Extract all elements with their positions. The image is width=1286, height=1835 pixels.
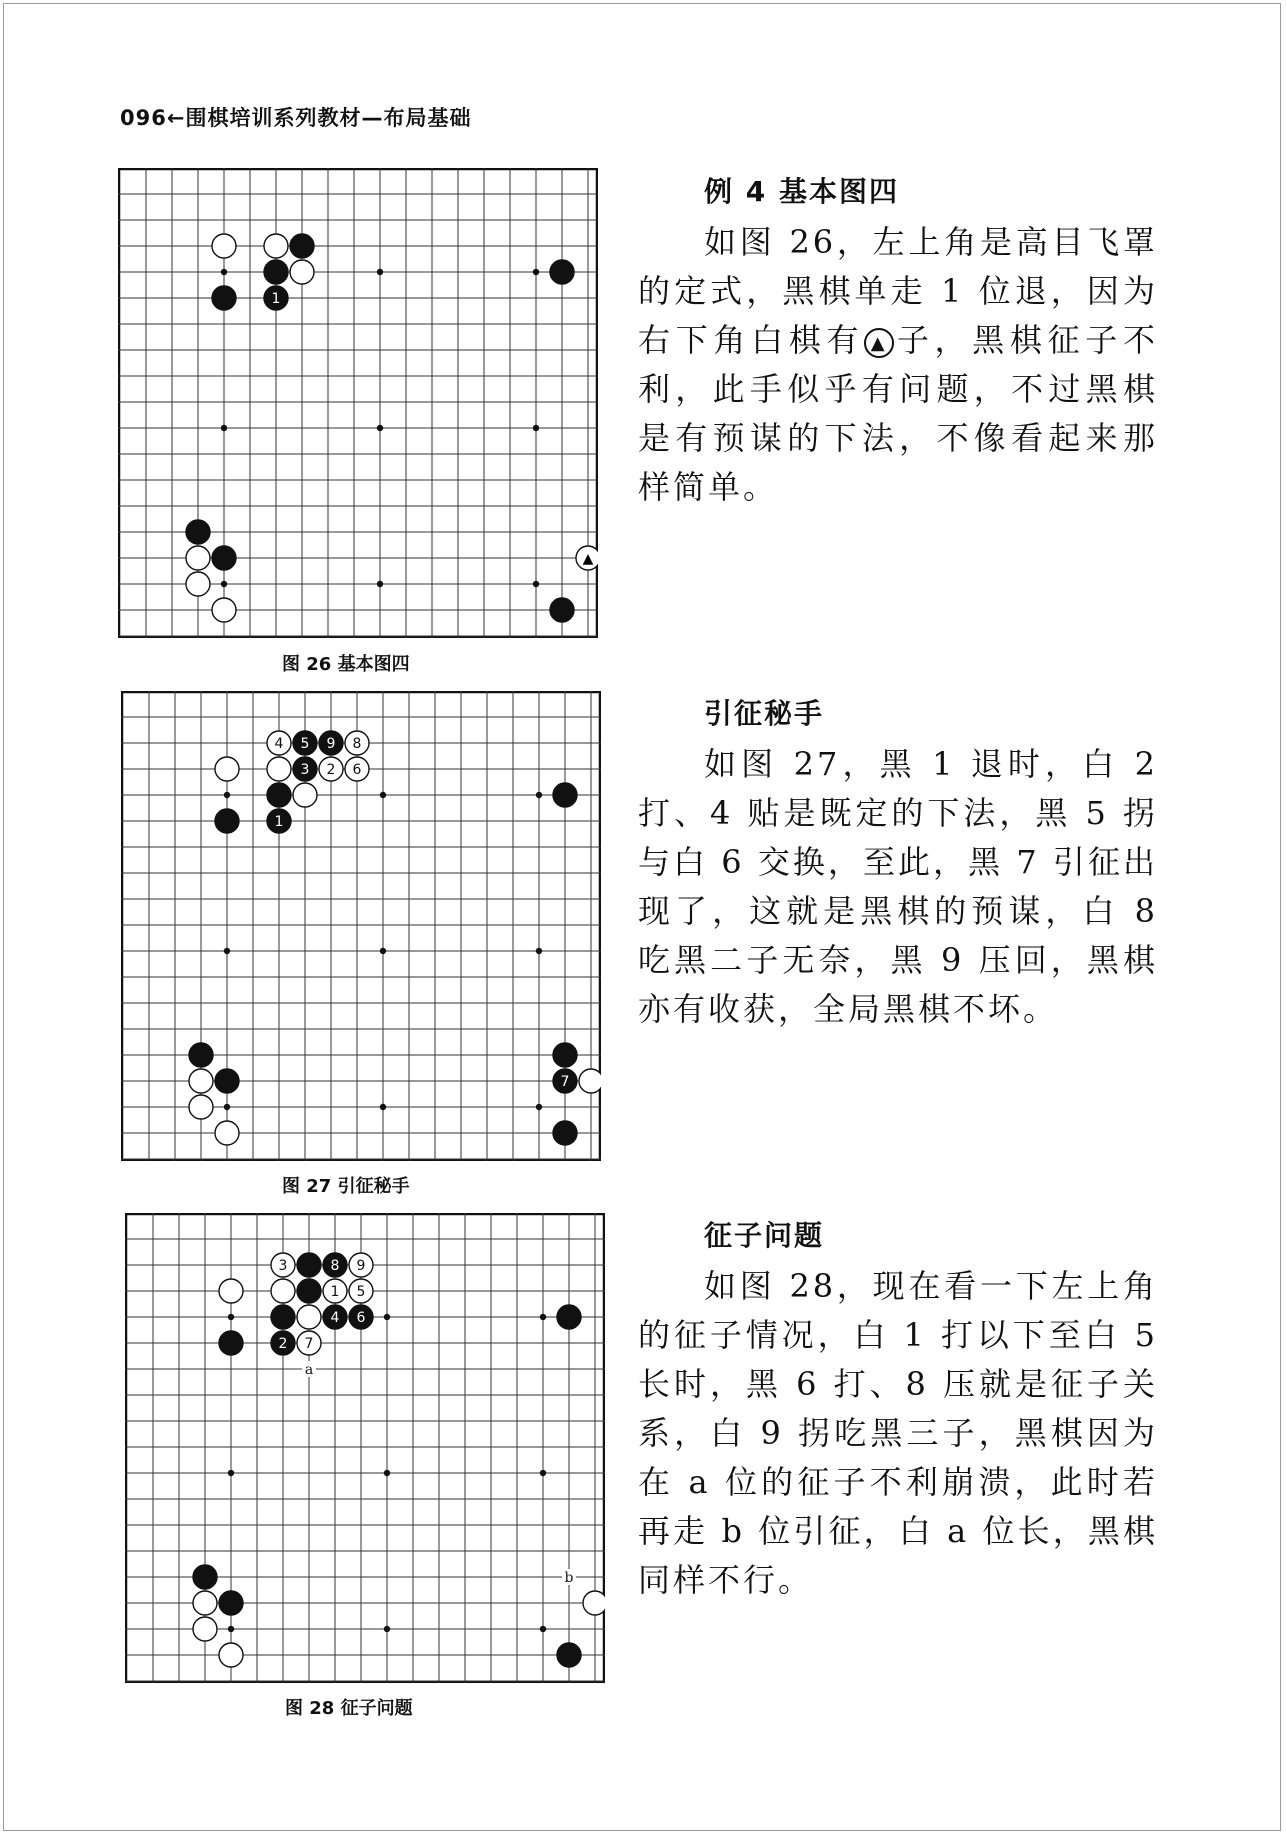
black-stone [267, 783, 291, 807]
move-number: 3 [300, 762, 310, 778]
white-stone [193, 1591, 217, 1615]
star-point [224, 1104, 230, 1110]
white-stone [193, 1617, 217, 1641]
black-stone [550, 598, 574, 622]
move-number: 6 [352, 762, 362, 778]
black-stone [215, 1069, 239, 1093]
black-stone [215, 809, 239, 833]
star-point [380, 948, 386, 954]
black-stone [553, 1043, 577, 1067]
star-point [384, 1626, 390, 1632]
section-title: 例 4 基本图四 [704, 175, 899, 208]
star-point [533, 269, 539, 275]
white-stone [212, 598, 236, 622]
black-stone [264, 260, 288, 284]
star-point [221, 425, 227, 431]
black-stone [212, 546, 236, 570]
black-stone [193, 1565, 217, 1589]
black-stone [186, 520, 210, 544]
go-board-figure-26 [118, 168, 598, 638]
move-number: 2 [278, 1336, 288, 1352]
move-number: 7 [560, 1074, 570, 1090]
black-stone [212, 286, 236, 310]
arrow-icon: ← [166, 106, 186, 130]
black-stone [271, 1305, 295, 1329]
star-point [228, 1314, 234, 1320]
star-point [533, 425, 539, 431]
section-paragraph: 如图 28，现在看一下左上角的征子情况，白 1 打以下至白 5 长时，黑 6 打、8 压就是征子关系，白 9 拐吃黑三子，黑棋因为在 a 位的征子不利崩溃，此时若再走 b 位引征，白 a 位长，黑棋同样不行。 [638, 1267, 1158, 1599]
white-stone [579, 1069, 601, 1093]
book-title: 围棋培训系列教材—布局基础 [185, 106, 472, 130]
move-number: 4 [330, 1310, 340, 1326]
move-number: 5 [356, 1284, 366, 1300]
black-stone [219, 1331, 243, 1355]
white-stone [290, 260, 314, 284]
black-stone [297, 1279, 321, 1303]
section-title: 征子问题 [704, 1219, 825, 1252]
star-point [536, 948, 542, 954]
move-number: 5 [300, 736, 310, 752]
move-number: 7 [304, 1336, 314, 1352]
section-ladder-breaker [638, 692, 1158, 1034]
white-stone [215, 1121, 239, 1145]
star-point [533, 581, 539, 587]
move-number: ▲ [582, 551, 594, 567]
white-stone [186, 546, 210, 570]
running-header [120, 102, 471, 132]
white-stone [219, 1643, 243, 1667]
white-stone [264, 234, 288, 258]
star-point [380, 1104, 386, 1110]
black-stone [219, 1591, 243, 1615]
figure-caption-26: 图 26 基本图四 [282, 654, 410, 675]
black-stone [557, 1305, 581, 1329]
move-number: 4 [274, 736, 284, 752]
section-title: 引征秘手 [704, 697, 825, 730]
white-stone [219, 1279, 243, 1303]
star-point [221, 581, 227, 587]
move-number: 9 [356, 1258, 366, 1274]
page-number: 096 [120, 106, 167, 130]
star-point [377, 581, 383, 587]
white-stone [215, 757, 239, 781]
white-stone [186, 572, 210, 596]
white-stone [189, 1069, 213, 1093]
move-number: 6 [356, 1310, 366, 1326]
move-number: 1 [274, 814, 284, 830]
white-stone [189, 1095, 213, 1119]
star-point [224, 792, 230, 798]
star-point [384, 1470, 390, 1476]
white-stone [212, 234, 236, 258]
star-point [540, 1470, 546, 1476]
go-board-figure-27 [121, 691, 601, 1161]
section-paragraph: 如图 27，黑 1 退时，白 2 打、4 贴是既定的下法，黑 5 拐与白 6 交换，至此，黑 7 引征出现了，这就是黑棋的预谋，白 8 吃黑二子无奈，黑 9 压回，黑棋亦有收获，全局黑棋不坏。 [638, 745, 1158, 1028]
black-stone [550, 260, 574, 284]
star-point [380, 792, 386, 798]
white-stone [583, 1591, 605, 1615]
move-number: 8 [352, 736, 362, 752]
star-point [224, 948, 230, 954]
star-point [377, 269, 383, 275]
go-board-figure-28 [125, 1213, 605, 1683]
triangle-marker-icon: ▲ [864, 328, 894, 358]
black-stone [297, 1253, 321, 1277]
move-number: 9 [326, 736, 336, 752]
star-point [228, 1626, 234, 1632]
star-point [536, 1104, 542, 1110]
white-stone [293, 783, 317, 807]
white-stone [271, 1279, 295, 1303]
star-point [221, 269, 227, 275]
star-point [540, 1626, 546, 1632]
section-paragraph: 如图 26，左上角是高目飞罩的定式，黑棋单走 1 位退，因为右下角白棋有 ▲ 子，黑棋征子不利，此手似乎有问题，不过黑棋是有预谋的下法，不像看起来那样简单。 [638, 223, 1158, 506]
black-stone [553, 783, 577, 807]
figure-caption-28: 图 28 征子问题 [285, 1698, 413, 1719]
black-stone [553, 1121, 577, 1145]
star-point [384, 1314, 390, 1320]
figure-caption-27: 图 27 引征秘手 [282, 1176, 410, 1197]
star-point [536, 792, 542, 798]
section-ladder-problem [638, 1214, 1158, 1605]
star-point [377, 425, 383, 431]
move-number: 1 [330, 1284, 340, 1300]
move-number: 8 [330, 1258, 340, 1274]
black-stone [557, 1643, 581, 1667]
white-stone [267, 757, 291, 781]
board-letter-label: a [304, 1362, 314, 1378]
star-point [228, 1470, 234, 1476]
board-letter-label: b [564, 1570, 574, 1586]
move-number: 1 [271, 291, 281, 307]
move-number: 2 [326, 762, 336, 778]
black-stone [189, 1043, 213, 1067]
star-point [540, 1314, 546, 1320]
move-number: 3 [278, 1258, 288, 1274]
section-example-4 [638, 170, 1158, 512]
white-stone [297, 1305, 321, 1329]
black-stone [290, 234, 314, 258]
